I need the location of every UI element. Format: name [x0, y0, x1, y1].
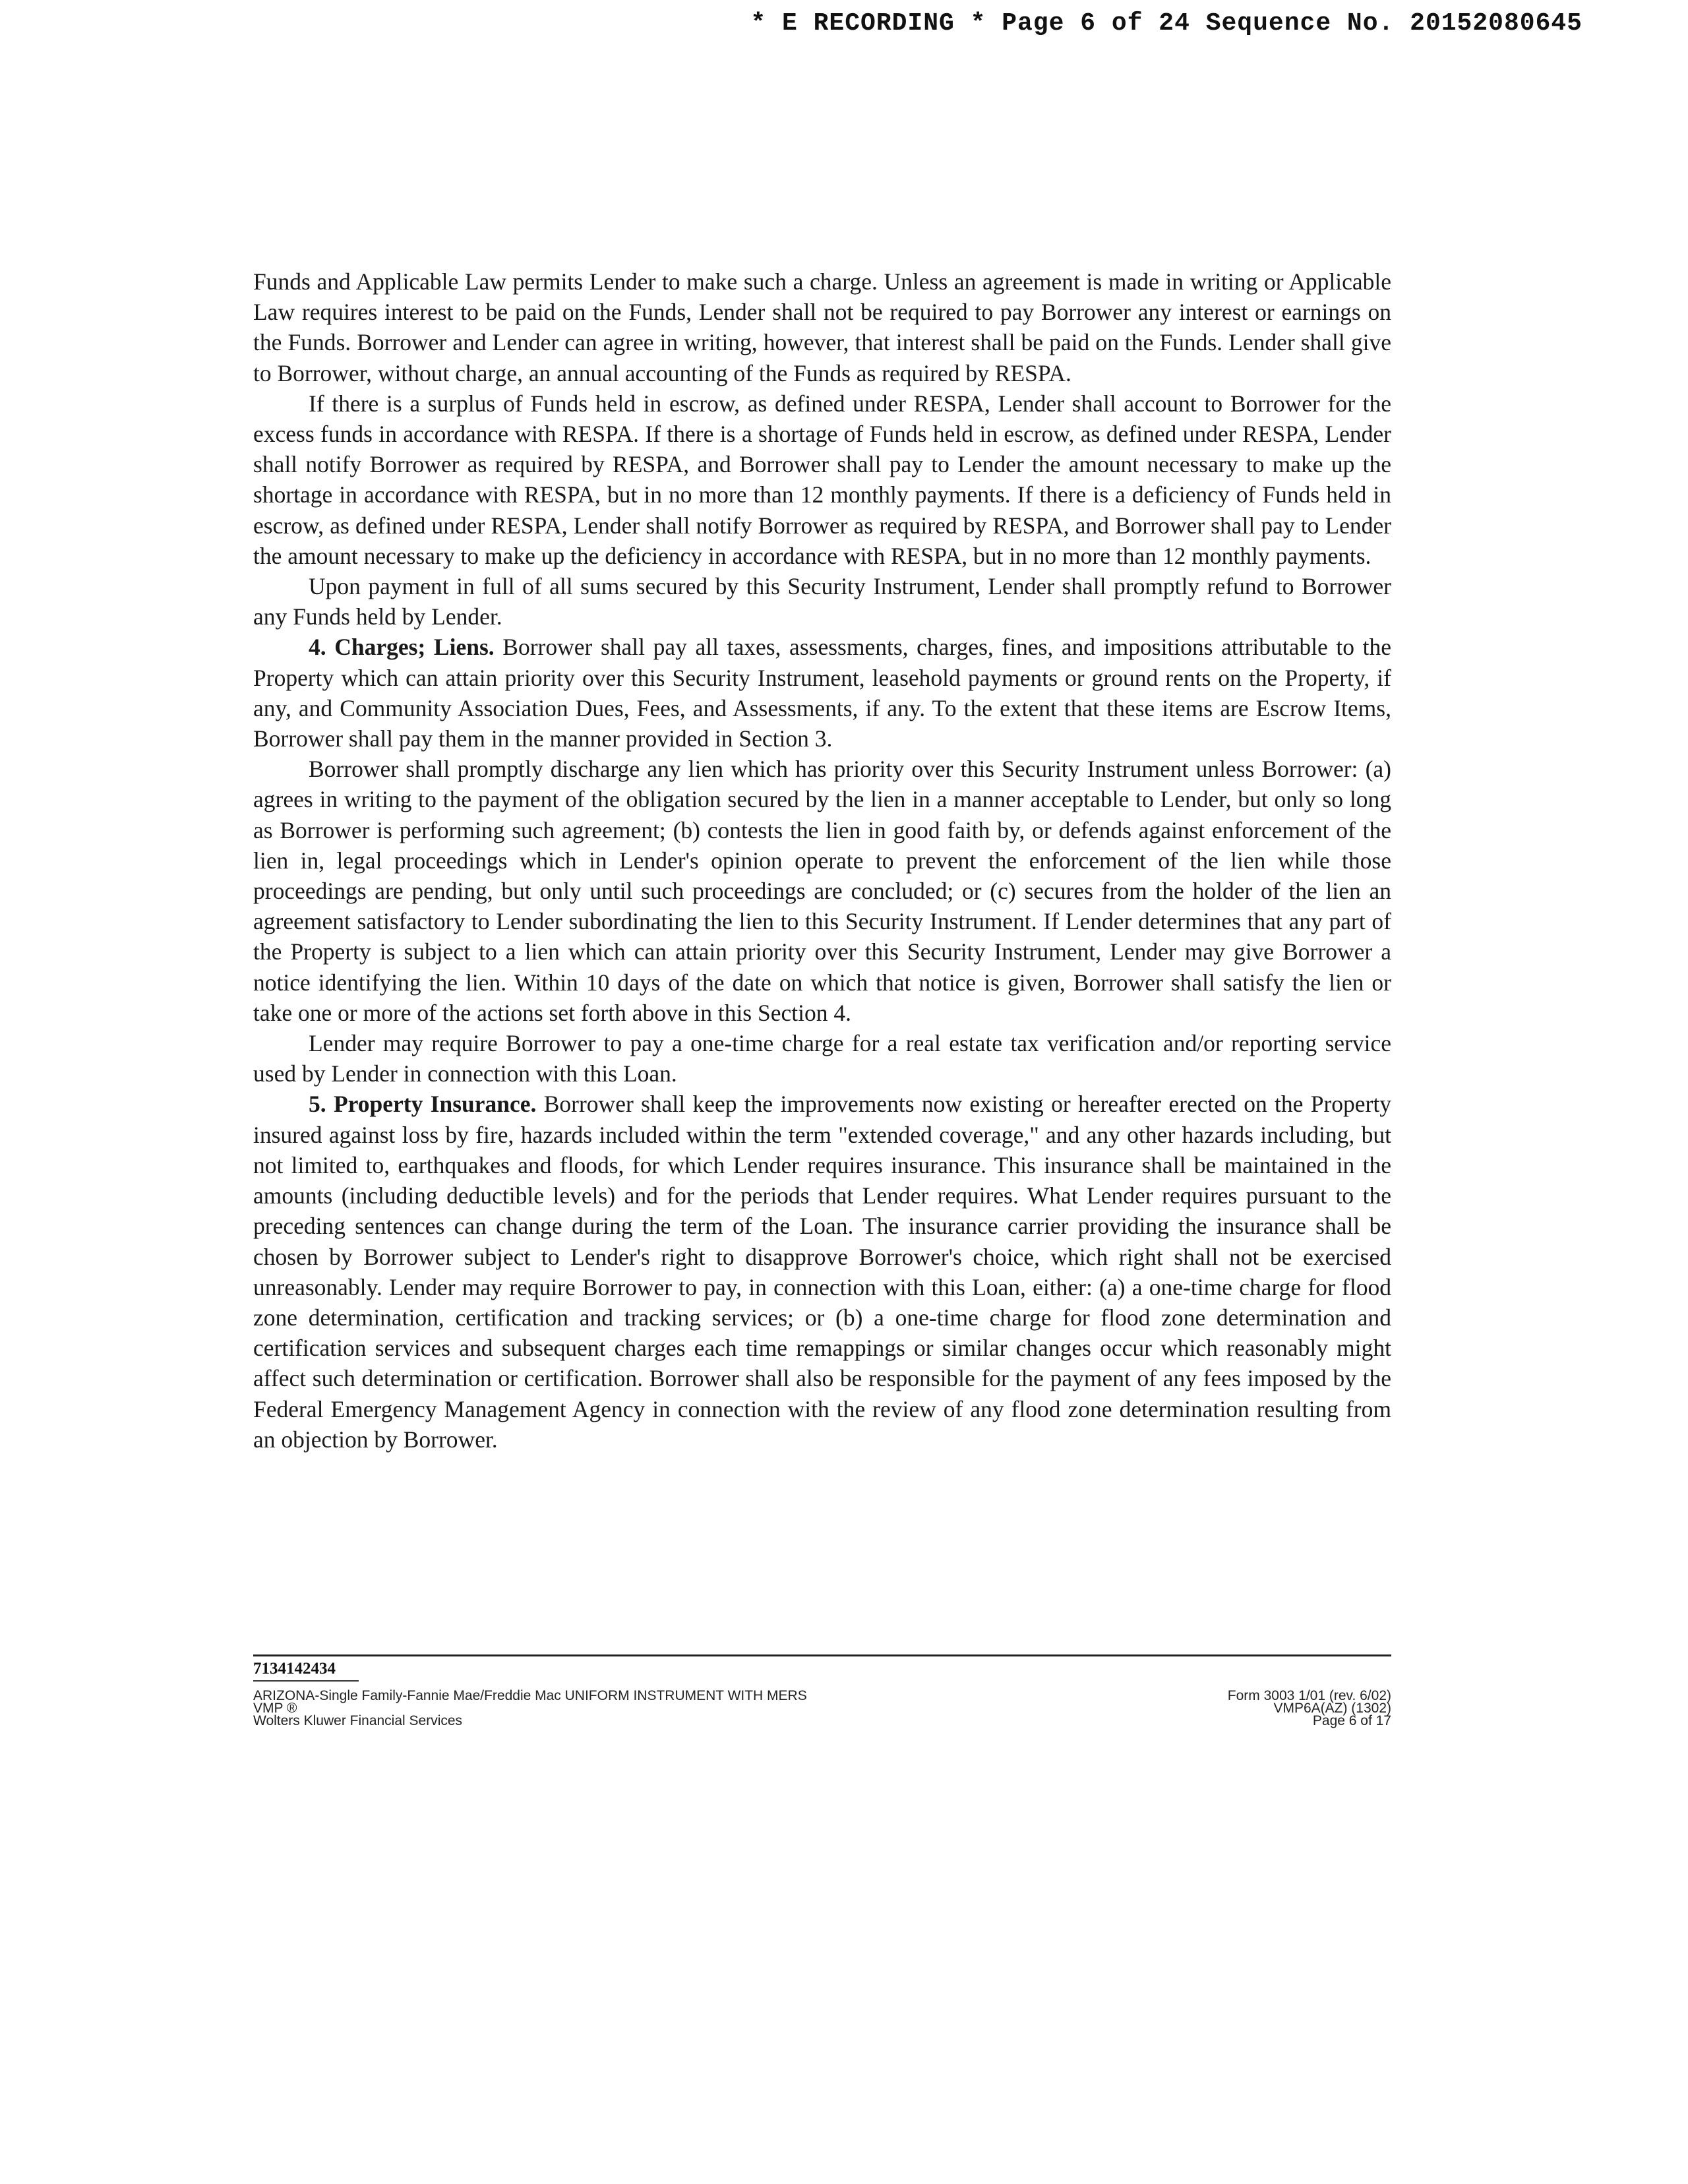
section-5-heading: 5. Property Insurance.: [309, 1091, 537, 1118]
loan-number-underline: [253, 1680, 359, 1682]
footer-instrument-title: ARIZONA-Single Family-Fannie Mae/Freddie Mac UNIFORM INSTRUMENT WITH MERS: [253, 1688, 807, 1703]
footer-form-code: VMP6A(AZ) (1302): [1273, 1701, 1391, 1716]
section-4-heading: 4. Charges; Liens.: [309, 634, 495, 661]
footer-form-number: Form 3003 1/01 (rev. 6/02): [1227, 1688, 1391, 1703]
section-4-text: Borrower shall pay all taxes, assessments, charges, fines, and impositions attributable to the Property which can attain priority over this Security Instrument, leasehold payments or ground rents on the Property, if any, and Community Association Dues, Fees, and Assessments, if any. To the extent that these items are Escrow Items, Borrower shall pay them in the manner provided in Section 3.: [253, 634, 1392, 752]
loan-number: 7134142434: [253, 1660, 336, 1678]
recording-header: * E RECORDING * Page 6 of 24 Sequence No. 20152080645: [750, 9, 1582, 38]
paragraph-refund: Upon payment in full of all sums secured by this Security Instrument, Lender shall promptly refund to Borrower any Funds held by Lender.: [253, 573, 1391, 630]
footer-vmp-mark: VMP ®: [253, 1701, 297, 1716]
section-5-text: Borrower shall keep the improvements now existing or hereafter erected on the Property insured against loss by fire, hazards included within the term "extended coverage," and any other hazards including, but not limited to, earthquakes and floods, for which Lender requires insurance. This insurance shall be maintained in the amounts (including deductible levels) and for the periods that Lender requires. What Lender requires pursuant to the preceding sentences can change during the term of the Loan. The insurance carrier providing the insurance shall be chosen by Borrower subject to Lender's right to disapprove Borrower's choice, which right shall not be exercised unreasonably. Lender may require Borrower to pay, in connection with this Loan, either: (a) a one-time charge for flood zone determination, certification and tracking services; or (b) a one-time charge for flood zone determination and certification services and subsequent charges each time remappings or similar changes occur which reasonably might affect such determination or certification. Borrower shall also be responsible for the payment of any fees imposed by the Federal Emergency Management Agency in connection with the review of any flood zone determination resulting from an objection by Borrower.: [253, 1091, 1391, 1453]
footer-form-description: [253, 1689, 807, 1727]
footer-page-number: Page 6 of 17: [1312, 1713, 1391, 1728]
document-body: [253, 266, 1391, 1455]
paragraph-discharge-lien: Borrower shall promptly discharge any lien which has priority over this Security Instrument unless Borrower: (a) agrees in writing to the payment of the obligation secured by the lien in a manner acceptable to Lender, but only so long as Borrower is performing such agreement; (b) contests the lien in good faith by, or defends against enforcement of the lien in, legal proceedings which in Lender's opinion operate to prevent the enforcement of the lien while those proceedings are pending, but only until such proceedings are concluded; or (c) secures from the holder of the lien an agreement satisfactory to Lender subordinating the lien to this Security Instrument. If Lender determines that any part of the Property is subject to a lien which can attain priority over this Security Instrument, Lender may give Borrower a notice identifying the lien. Within 10 days of the date on which that notice is given, Borrower shall satisfy the lien or take one or more of the actions set forth above in this Section 4.: [253, 756, 1391, 1026]
footer-publisher: Wolters Kluwer Financial Services: [253, 1713, 463, 1728]
footer-form-info: [1228, 1689, 1391, 1727]
paragraph-tax-verification: Lender may require Borrower to pay a one-time charge for a real estate tax verification and/or reporting service used by Lender in connection with this Loan.: [253, 1030, 1391, 1087]
paragraph-funds-interest: Funds and Applicable Law permits Lender to make such a charge. Unless an agreement is made in writing or Applicable Law requires interest to be paid on the Funds, Lender shall not be required to pay Borrower any interest or earnings on the Funds. Borrower and Lender can agree in writing, however, that interest shall be paid on the Funds. Lender shall give to Borrower, without charge, an annual accounting of the Funds as required by RESPA.: [253, 268, 1391, 386]
paragraph-surplus-shortage: If there is a surplus of Funds held in escrow, as defined under RESPA, Lender shall account to Borrower for the excess funds in accordance with RESPA. If there is a shortage of Funds held in escrow, as defined under RESPA, Lender shall notify Borrower as required by RESPA, and Borrower shall pay to Lender the amount necessary to make up the shortage in accordance with RESPA, but in no more than 12 monthly payments. If there is a deficiency of Funds held in escrow, as defined under RESPA, Lender shall notify Borrower as required by RESPA, and Borrower shall pay to Lender the amount necessary to make up the deficiency in accordance with RESPA, but in no more than 12 monthly payments.: [253, 390, 1391, 569]
section-5-property-insurance: [253, 1089, 1391, 1454]
section-4-charges-liens: [253, 632, 1391, 754]
footer-divider: [253, 1654, 1391, 1656]
